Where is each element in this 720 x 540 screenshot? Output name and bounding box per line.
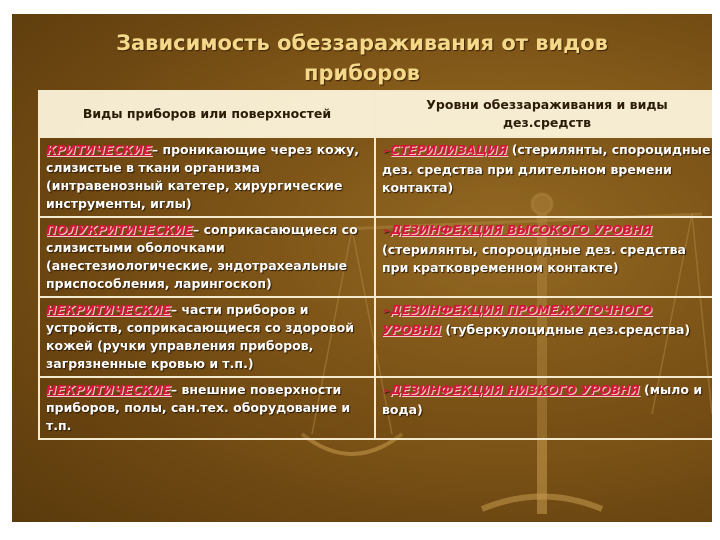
device-term: НЕКРИТИЧЕСКИЕ <box>46 302 171 317</box>
slide-title-line1: Зависимость обеззараживания от видов <box>116 31 608 55</box>
table-row <box>39 297 712 377</box>
table-row <box>39 377 712 439</box>
slide-title-line2: приборов <box>303 61 421 85</box>
header-devices: Виды приборов или поверхностей <box>39 91 375 137</box>
device-term: НЕКРИТИЧЕСКИЕ <box>46 382 171 397</box>
level-description: (стерилянты, спороцидные дез. средства при кратковременном контакте) <box>382 242 686 275</box>
table-row <box>39 137 712 217</box>
device-cell <box>39 137 375 217</box>
level-description: (мыло и вода) <box>382 382 703 417</box>
level-cell <box>375 377 712 439</box>
table-row <box>39 217 712 297</box>
level-term: СТЕРИЛИЗАЦИЯ <box>390 142 508 157</box>
slide-title <box>12 28 712 88</box>
disinfection-table <box>38 90 712 440</box>
level-description: (стерилянты, спороцидные дез. средства при длительном времени контакта) <box>382 142 711 195</box>
level-term: ДЕЗИНФЕКЦИЯ ПРОМЕЖУТОЧНОГО УРОВНЯ <box>382 302 653 337</box>
level-cell <box>375 297 712 377</box>
device-description: – внешние поверхности приборов, полы, сан.тех. оборудование и т.п. <box>46 382 351 433</box>
header-levels: Уровни обеззараживания и виды дез.средств <box>375 91 712 137</box>
device-description: – проникающие через кожу, слизистые в ткани организма (интравенозный катетер, хирургические инструменты, иглы) <box>46 142 360 211</box>
device-term: ПОЛУКРИТИЧЕСКИЕ <box>46 222 193 237</box>
arrow-bullet-icon: ➢ <box>382 146 391 157</box>
level-cell <box>375 217 712 297</box>
device-description: – соприкасающиеся со слизистыми оболочками (анестезиологические, эндотрахеальные приспособления, ларингоскоп) <box>46 222 358 291</box>
arrow-bullet-icon: ➢ <box>382 386 391 397</box>
level-term: ДЕЗИНФЕКЦИЯ НИЗКОГО УРОВНЯ <box>390 382 640 397</box>
device-description: – части приборов и устройств, соприкасающиеся со здоровой кожей (ручки управления приборов, загрязненные кровью и т.п.) <box>46 302 354 371</box>
arrow-bullet-icon: ➢ <box>382 306 391 317</box>
slide <box>12 14 712 522</box>
device-cell <box>39 217 375 297</box>
table-header-row <box>39 91 712 137</box>
level-description: (туберкулоцидные дез.средства) <box>441 322 691 337</box>
device-term: КРИТИЧЕСКИЕ <box>46 142 152 157</box>
arrow-bullet-icon: ➢ <box>382 226 391 237</box>
level-term: ДЕЗИНФЕКЦИЯ ВЫСОКОГО УРОВНЯ <box>390 222 653 237</box>
device-cell <box>39 297 375 377</box>
device-cell <box>39 377 375 439</box>
level-cell <box>375 137 712 217</box>
